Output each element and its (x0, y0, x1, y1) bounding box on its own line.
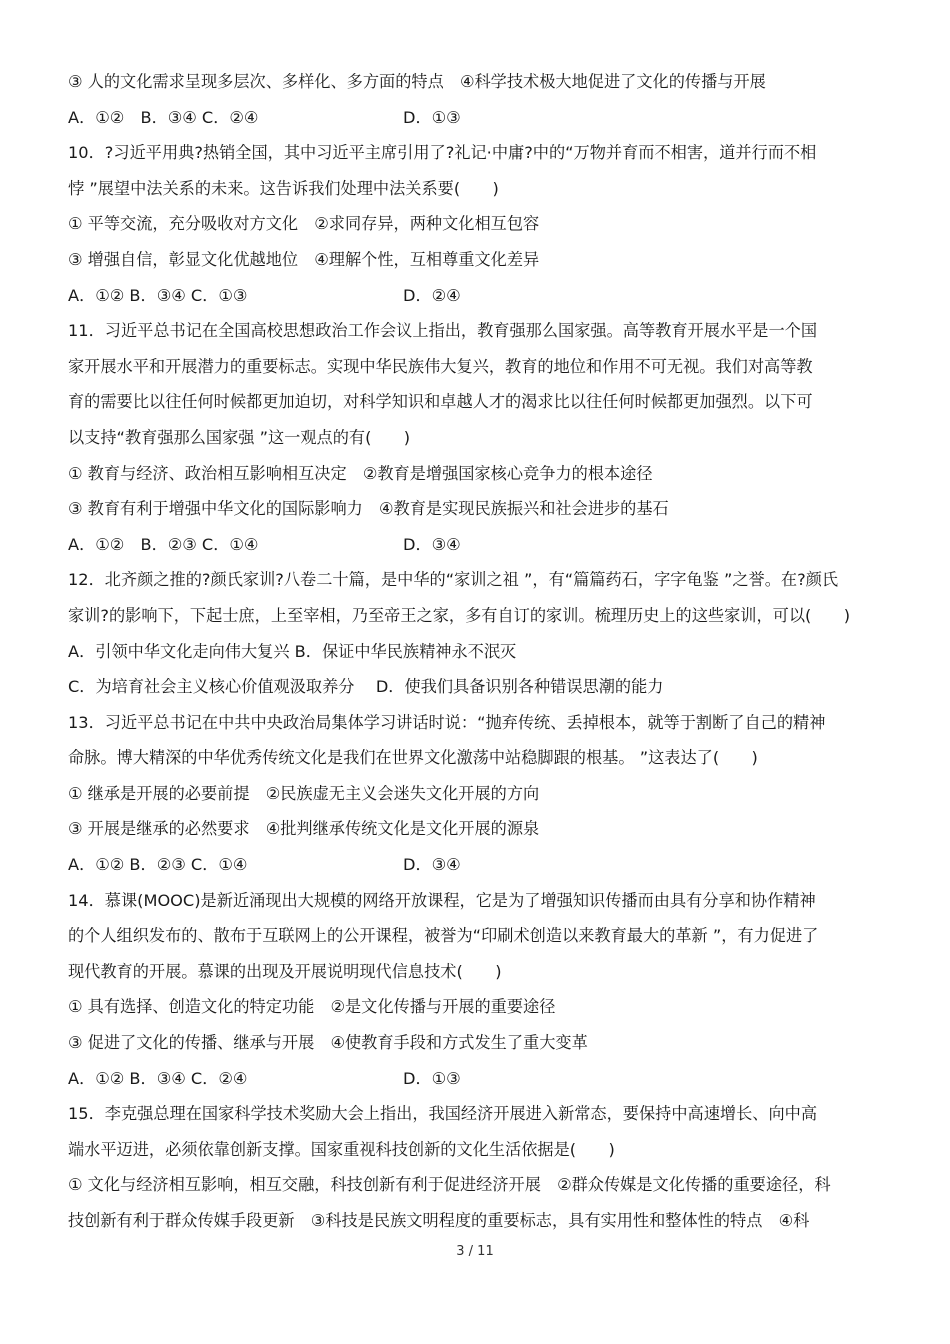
answer-options-left: A．①② B．③④ C．①③ (68, 285, 248, 305)
answer-options-row (68, 278, 888, 314)
text-line: A．引领中华文化走向伟大复兴 B．保证中华民族精神永不泯灭 (68, 641, 517, 661)
text-line: 家训?的影响下，下起士庶，上至宰相，乃至帝王之家，多有自订的家训。梳理历史上的这些家训，可以( ) (68, 605, 851, 625)
text-line: 育的需要比以往任何时候都更加迫切，对科学知识和卓越人才的渴求比以往任何时候都更加强烈。以下可 (68, 392, 813, 412)
text-line: ① 具有选择、创造文化的特定功能 ②是文化传播与开展的重要途径 (68, 997, 556, 1017)
text-line: 现代教育的开展。慕课的出现及开展说明现代信息技术( ) (68, 961, 502, 981)
answer-option-d: D．①③ (403, 107, 461, 127)
text-line: 11．习近平总书记在全国高校思想政治工作会议上指出，教育强那么国家强。高等教育开展水平是一个国 (68, 321, 818, 341)
text-line: 14．慕课(MOOC)是新近涌现出大规模的网络开放课程，它是为了增强知识传播而由具有分享和协作精神 (68, 890, 816, 910)
answer-options-row (68, 1061, 888, 1097)
text-line: 端水平迈进，必须依靠创新支撑。国家重视科技创新的文化生活依据是( ) (68, 1139, 615, 1159)
answer-options-row (68, 100, 888, 136)
text-line: 悖 ”展望中法关系的未来。这告诉我们处理中法关系要( ) (68, 178, 499, 198)
text-line: ① 文化与经济相互影响，相互交融，科技创新有利于促进经济开展 ②群众传媒是文化传播的重要途径，科 (68, 1175, 831, 1195)
text-line: ③ 人的文化需求呈现多层次、多样化、多方面的特点 ④科学技术极大地促进了文化的传播与开展 (68, 72, 766, 91)
text-line: C．为培育社会主义核心价值观汲取养分 D．使我们具备识别各种错误思潮的能力 (68, 677, 664, 697)
text-line: ① 平等交流，充分吸收对方文化 ②求同存异，两种文化相互包容 (68, 214, 540, 234)
text-line: 15．李克强总理在国家科学技术奖励大会上指出，我国经济开展进入新常态，要保持中高速增长、向中高 (68, 1104, 818, 1124)
text-line: 的个人组织发布的、散布于互联网上的公开课程，被誉为“印刷术创造以来教育最大的革新 ”，有力促进了 (68, 926, 819, 946)
text-line: 12．北齐颜之推的?颜氏家训?八卷二十篇，是中华的“家训之祖 ”，有“篇篇药石，字字龟鉴 ”之誉。在?颜氏 (68, 570, 839, 590)
answer-option-d: D．②④ (403, 285, 461, 305)
text-line: 技创新有利于群众传媒手段更新 ③科技是民族文明程度的重要标志，具有实用性和整体性的特点 ④科 (68, 1211, 810, 1230)
answer-options-left: A．①② B．③④ C．②④ (68, 107, 259, 127)
answer-options-row (68, 527, 888, 563)
answer-option-d: D．③④ (403, 855, 461, 875)
answer-options-left: A．①② B．②③ C．①④ (68, 855, 248, 875)
text-line: 以支持“教育强那么国家强 ”这一观点的有( ) (68, 427, 411, 447)
text-line: ① 教育与经济、政治相互影响相互决定 ②教育是增强国家核心竞争力的根本途径 (68, 463, 653, 483)
text-line: 10．?习近平用典?热销全国，其中习近平主席引用了?礼记·中庸?中的“万物并育而不相害，道并行而不相 (68, 143, 817, 163)
text-line: ③ 增强自信，彰显文化优越地位 ④理解个性，互相尊重文化差异 (68, 249, 540, 269)
text-line: 家开展水平和开展潜力的重要标志。实现中华民族伟大复兴，教育的地位和作用不可无视。我们对高等教 (68, 356, 813, 376)
answer-options-row (68, 847, 888, 883)
page-number: 3 / 11 (456, 1244, 494, 1259)
answer-options-left: A．①② B．③④ C．②④ (68, 1068, 248, 1088)
document-body (68, 64, 888, 1239)
text-line: 命脉。博大精深的中华优秀传统文化是我们在世界文化激荡中站稳脚跟的根基。 ”这表达了( ) (68, 748, 758, 768)
text-line: ① 继承是开展的必要前提 ②民族虚无主义会迷失文化开展的方向 (68, 783, 540, 803)
text-line: ③ 促进了文化的传播、继承与开展 ④使教育手段和方式发生了重大变革 (68, 1033, 588, 1053)
answer-option-d: D．③④ (403, 534, 461, 554)
answer-option-d: D．①③ (403, 1068, 461, 1088)
text-line: ③ 教育有利于增强中华文化的国际影响力 ④教育是实现民族振兴和社会进步的基石 (68, 499, 669, 519)
answer-options-left: A．①② B．②③ C．①④ (68, 534, 259, 554)
text-line: 13．习近平总书记在中共中央政治局集体学习讲话时说：“抛弃传统、丢掉根本，就等于割断了自己的精神 (68, 712, 826, 732)
text-line: ③ 开展是继承的必然要求 ④批判继承传统文化是文化开展的源泉 (68, 819, 540, 839)
